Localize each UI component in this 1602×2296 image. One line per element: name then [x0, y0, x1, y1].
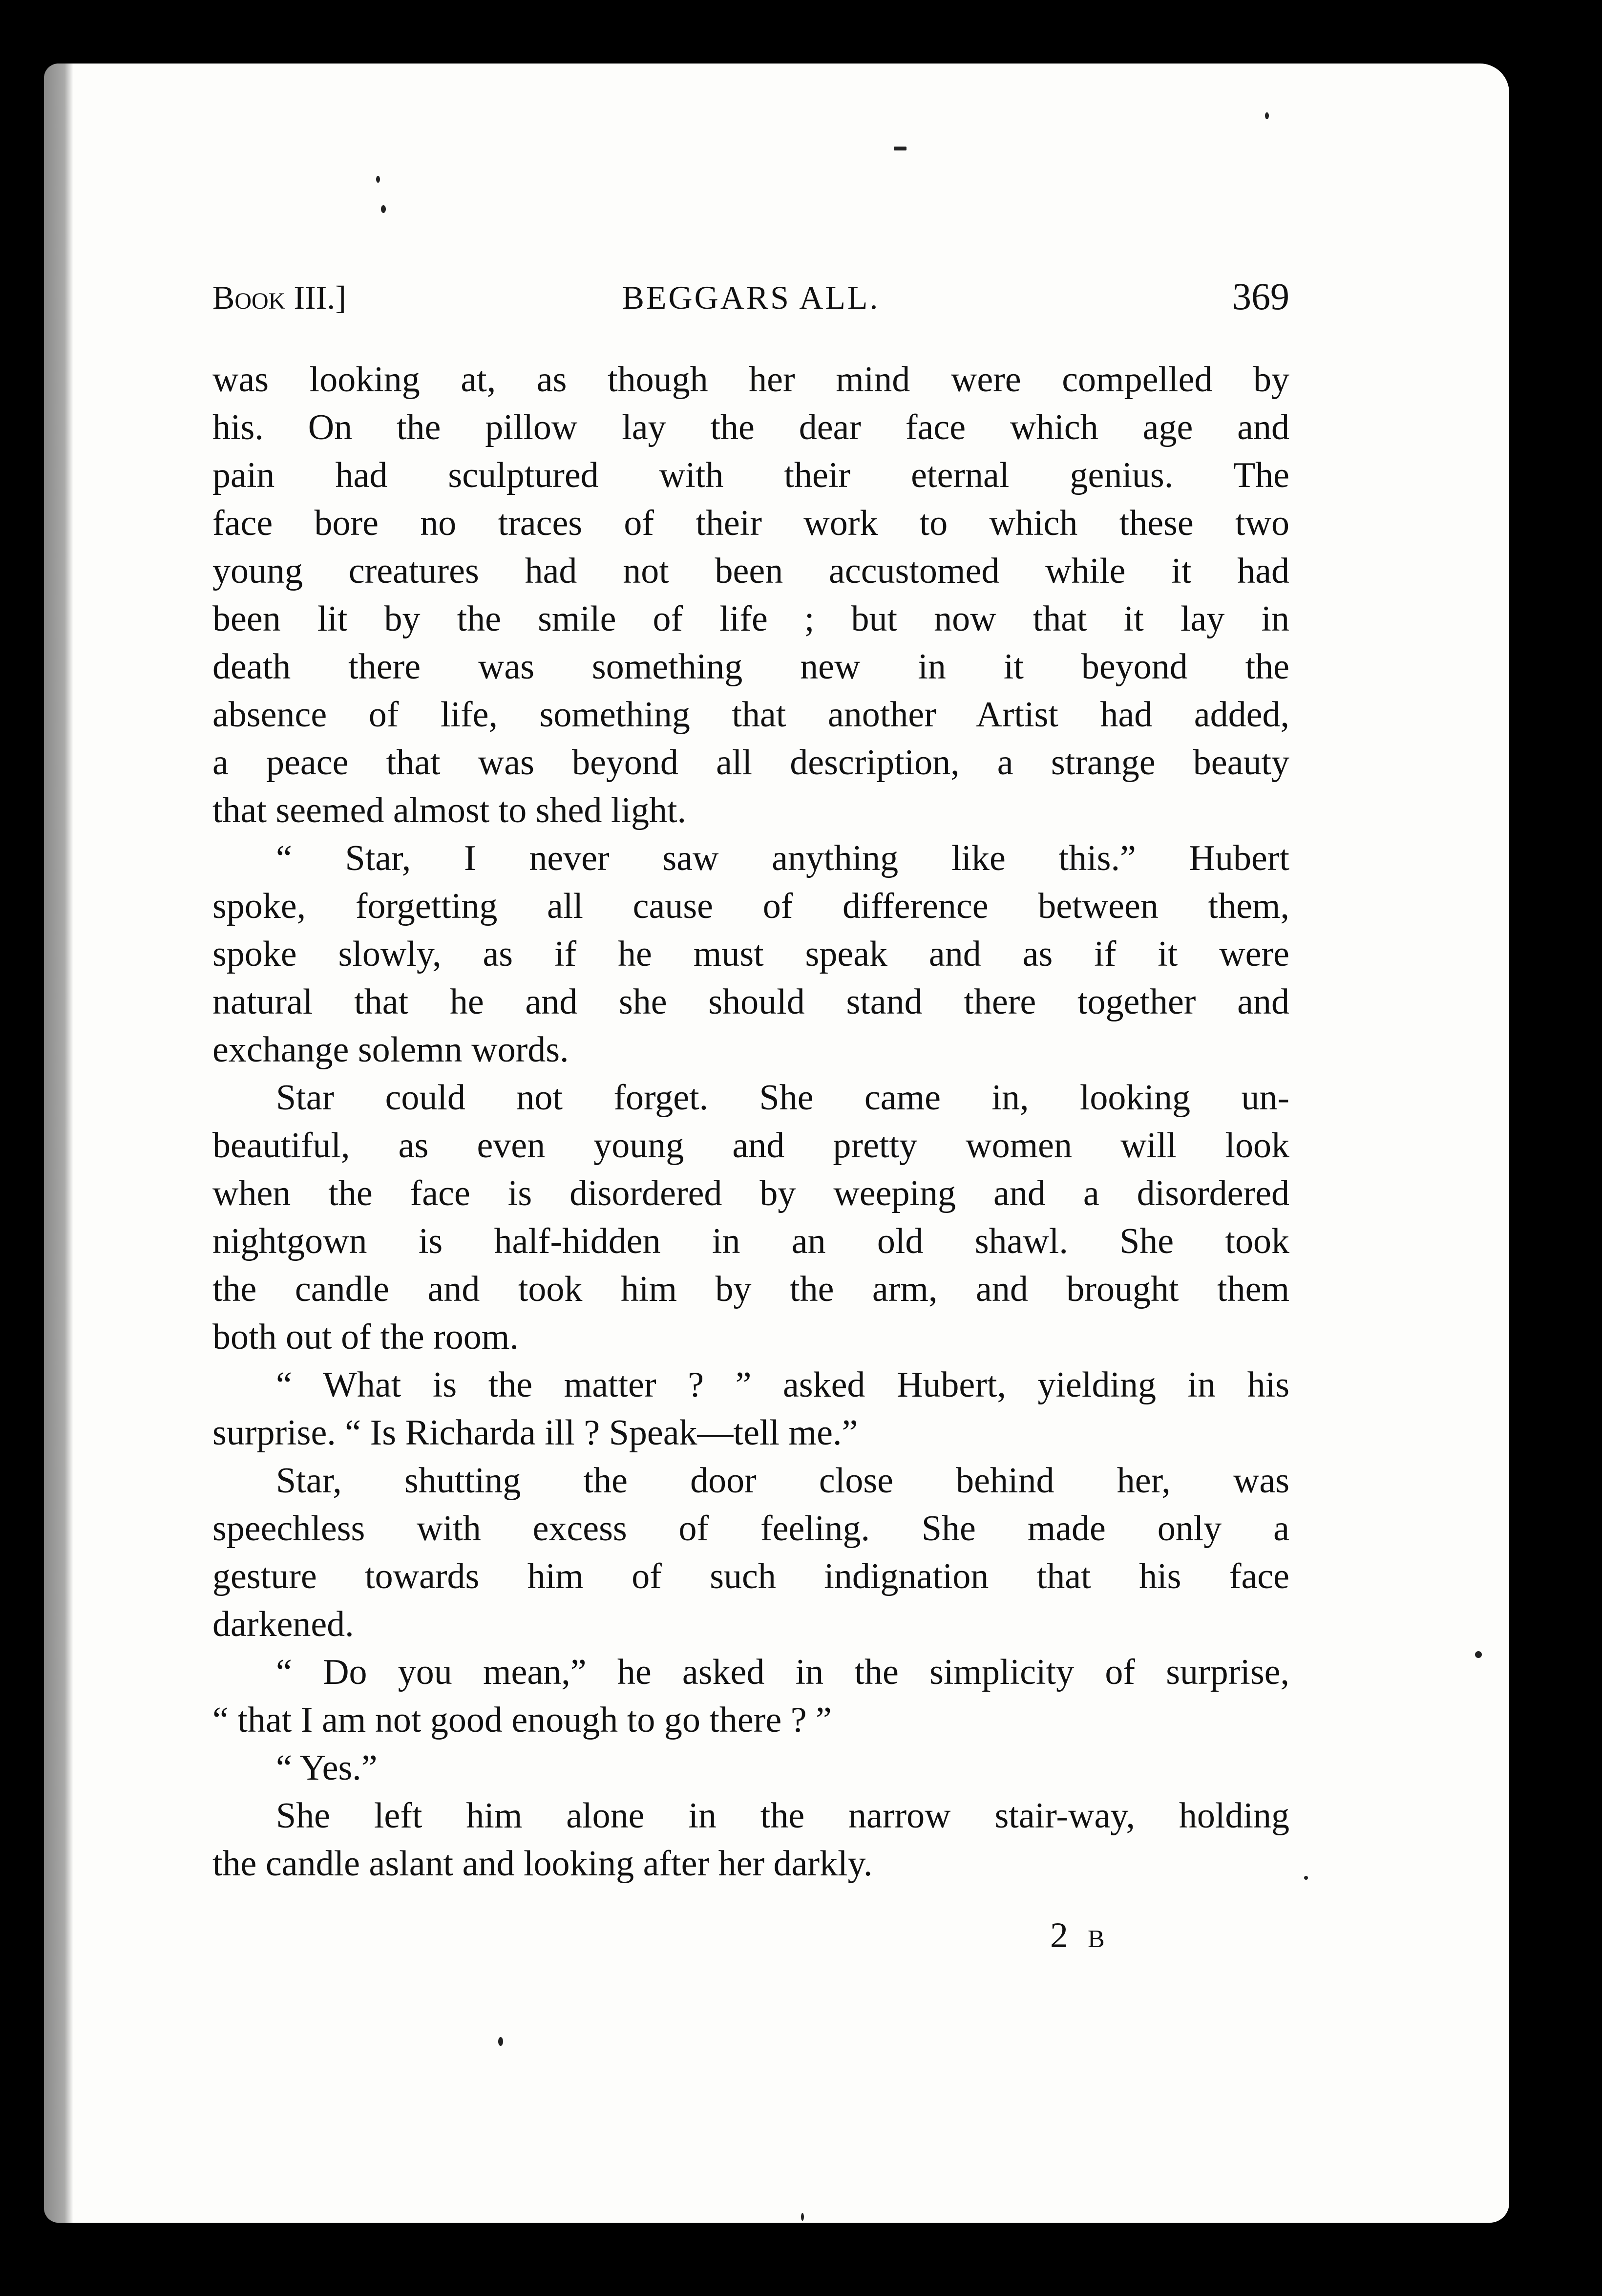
text-line: She left him alone in the narrow stair-way, holding [276, 1796, 1289, 1836]
text-line: been lit by the smile of life ; but now that it lay in [212, 599, 1289, 639]
text-line: nightgown is half-hidden in an old shawl. She took [212, 1221, 1289, 1261]
scan-speck [1304, 1876, 1308, 1880]
body-text [212, 356, 1289, 1888]
text-line: “ that I am not good enough to go there ? ” [212, 1700, 832, 1740]
text-line: was looking at, as though her mind were compelled by [212, 360, 1289, 400]
text-line: surprise. “ Is Richarda ill ? Speak—tell me.” [212, 1413, 858, 1453]
text-line: pain had sculptured with their eternal genius. The [212, 455, 1289, 495]
text-line: death there was something new in it beyond the [212, 647, 1289, 687]
scan-speck [381, 205, 386, 213]
text-line: speechless with excess of feeling. She made only a [212, 1509, 1289, 1549]
text-line: spoke, forgetting all cause of difference between them, [212, 886, 1289, 926]
signature-letter: B [1088, 1925, 1105, 1953]
page-number: 369 [1232, 275, 1289, 318]
text-line: both out of the room. [212, 1317, 519, 1357]
book-page [44, 64, 1509, 2223]
text-line: Star could not forget. She came in, looking un- [276, 1078, 1289, 1118]
scan-speck [376, 176, 380, 183]
text-line: “ Do you mean,” he asked in the simplicity of surprise, [276, 1652, 1289, 1692]
text-line: face bore no traces of their work to which these two [212, 503, 1289, 543]
text-line: young creatures had not been accustomed while it had [212, 551, 1289, 591]
text-line: a peace that was beyond all description, a strange beauty [212, 743, 1289, 783]
printer-signature [1050, 1915, 1105, 1956]
text-line: gesture towards him of such indignation that his face [212, 1556, 1289, 1596]
text-line: “ What is the matter ? ” asked Hubert, yielding in his [276, 1365, 1289, 1405]
text-line: Star, shutting the door close behind her, was [276, 1461, 1289, 1501]
scan-speck [894, 147, 906, 150]
text-line: “ Star, I never saw anything like this.” Hubert [276, 838, 1289, 878]
text-line: the candle and took him by the arm, and brought them [212, 1269, 1289, 1309]
running-header [212, 275, 1289, 327]
text-line: natural that he and she should stand there together and [212, 982, 1289, 1022]
binding-shadow [44, 64, 73, 2223]
scan-speck [1475, 1651, 1482, 1658]
text-line: darkened. [212, 1604, 354, 1644]
text-line: “ Yes.” [276, 1748, 378, 1788]
text-line: when the face is disordered by weeping and a disordered [212, 1173, 1289, 1213]
text-line: exchange solemn words. [212, 1030, 569, 1070]
scan-speck [498, 2037, 503, 2046]
signature-mark: 2 [1050, 1915, 1068, 1956]
scan-speck [801, 2213, 804, 2221]
header-book-label: Book III.] [212, 279, 346, 316]
text-line: his. On the pillow lay the dear face which age and [212, 407, 1289, 447]
text-line: absence of life, something that another Artist had added, [212, 695, 1289, 735]
text-line: that seemed almost to shed light. [212, 790, 687, 830]
text-line: the candle aslant and looking after her darkly. [212, 1844, 873, 1884]
text-line: beautiful, as even young and pretty women will look [212, 1126, 1289, 1166]
text-line: spoke slowly, as if he must speak and as if it were [212, 934, 1289, 974]
scan-speck [1265, 112, 1269, 119]
header-title: BEGGARS ALL. [622, 279, 880, 316]
